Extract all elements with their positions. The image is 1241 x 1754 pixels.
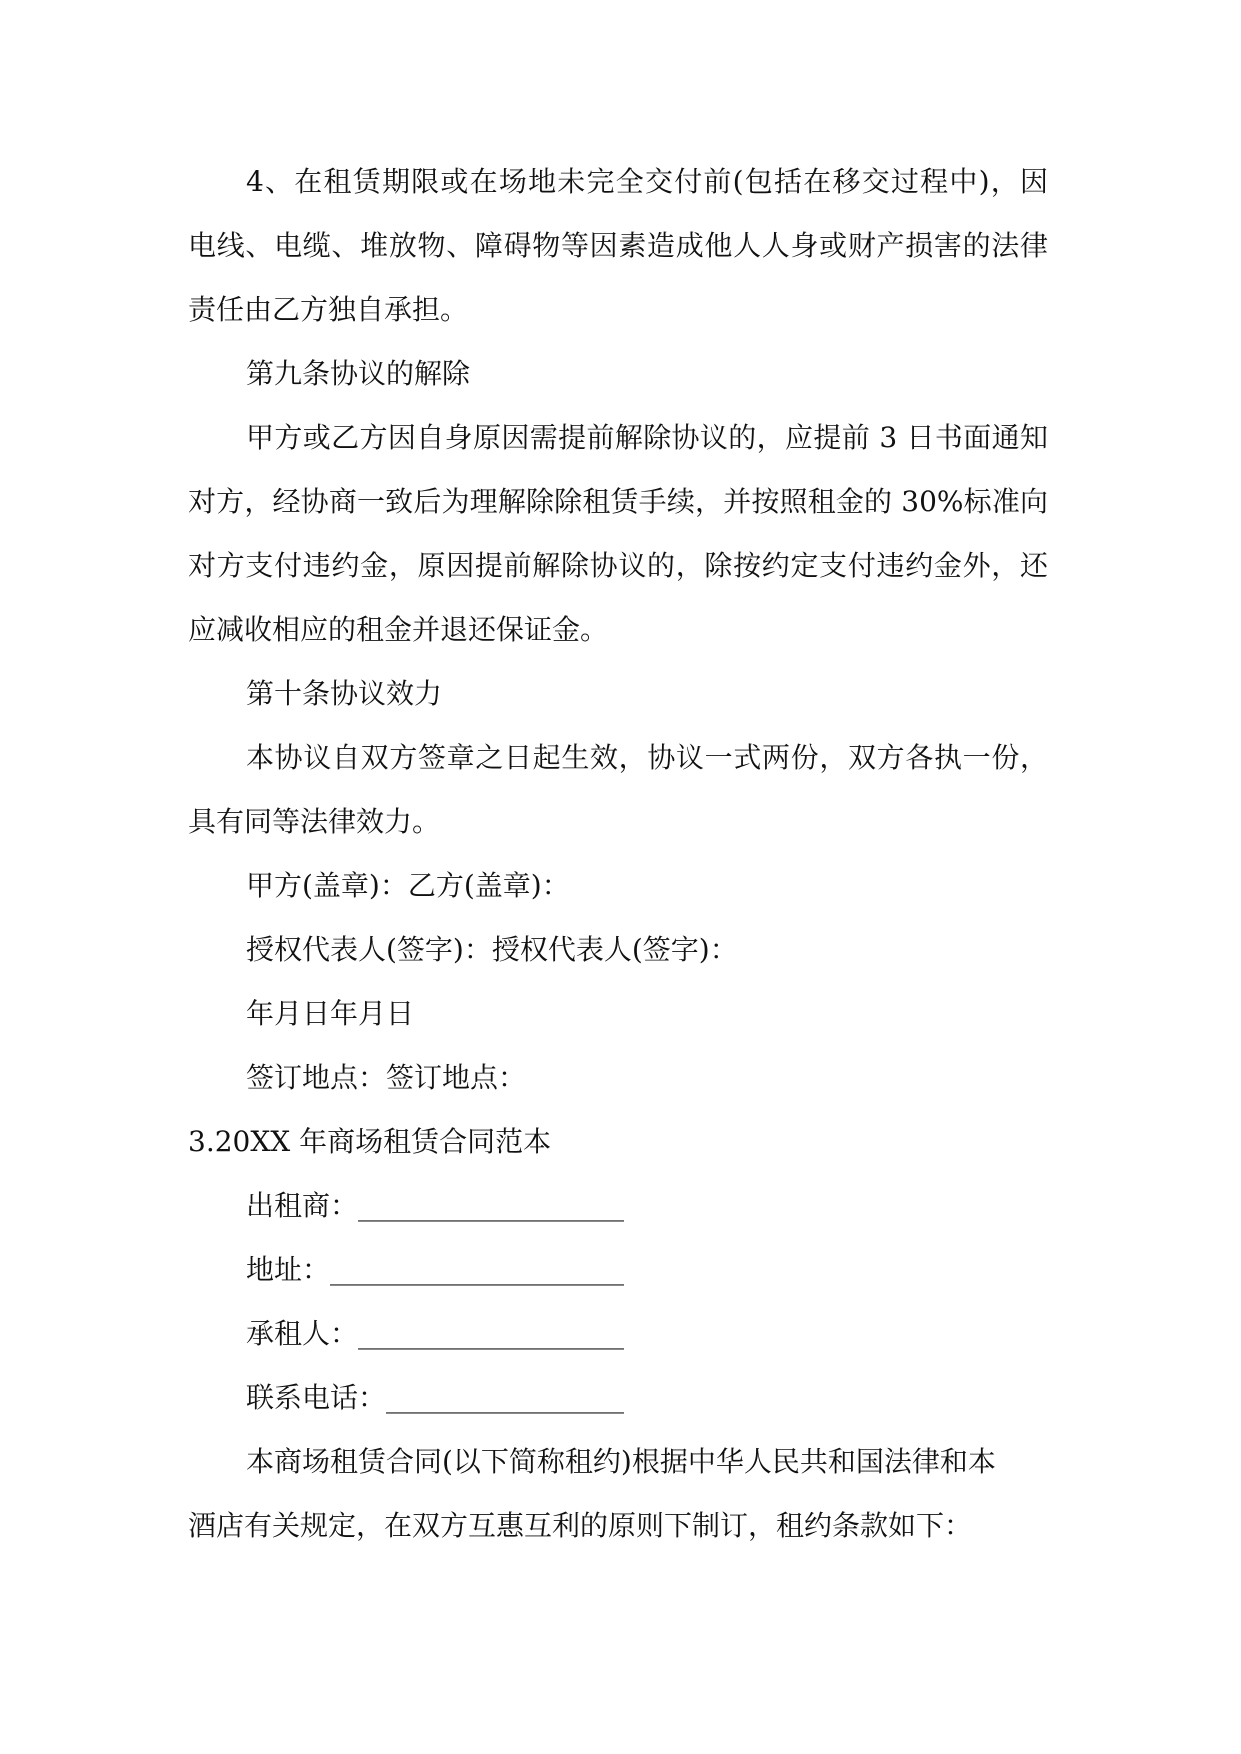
article-9-line-4: 应减收相应的租金并退还保证金。: [188, 613, 609, 646]
intro-line-2: 酒店有关规定，在双方互惠互利的原则下制订，租约条款如下：: [188, 1509, 973, 1542]
article-10-line-1: 本协议自双方签章之日起生效，协议一式两份，双方各执一份，: [246, 741, 1048, 774]
article-10-heading: 第十条协议效力: [246, 677, 443, 710]
lessee-field: 承租人：___________________: [246, 1317, 625, 1350]
article-9-line-1: 甲方或乙方因自身原因需提前解除协议的，应提前 3 日书面通知: [246, 421, 1048, 454]
signature-line: 授权代表人(签字)：授权代表人(签字)：: [246, 933, 738, 966]
paragraph-4-line-3: 责任由乙方独自承担。: [188, 293, 469, 326]
section-3-title: 3.20XX 年商场租赁合同范本: [188, 1125, 552, 1158]
address-field: 地址：_____________________: [246, 1253, 625, 1286]
phone-field: 联系电话：_________________: [246, 1381, 625, 1414]
intro-line-1: 本商场租赁合同(以下简称租约)根据中华人民共和国法律和本: [246, 1445, 996, 1478]
article-9-line-3: 对方支付违约金，原因提前解除协议的，除按约定支付违约金外，还: [188, 549, 1048, 582]
article-9-heading: 第九条协议的解除: [246, 357, 471, 390]
signing-place-line: 签订地点：签订地点：: [246, 1061, 527, 1094]
article-9-line-2: 对方，经协商一致后为理解除除租赁手续，并按照租金的 30%标准向: [188, 485, 1048, 518]
paragraph-4-line-1: 4、在租赁期限或在场地未完全交付前(包括在移交过程中)，因: [246, 165, 1048, 198]
article-10-line-2: 具有同等法律效力。: [188, 805, 441, 838]
lessor-field: 出租商：___________________: [246, 1189, 625, 1222]
date-line: 年月日年月日: [246, 997, 415, 1030]
seal-line: 甲方(盖章)：乙方(盖章)：: [246, 869, 570, 902]
paragraph-4-line-2: 电线、电缆、堆放物、障碍物等因素造成他人人身或财产损害的法律: [188, 229, 1048, 262]
